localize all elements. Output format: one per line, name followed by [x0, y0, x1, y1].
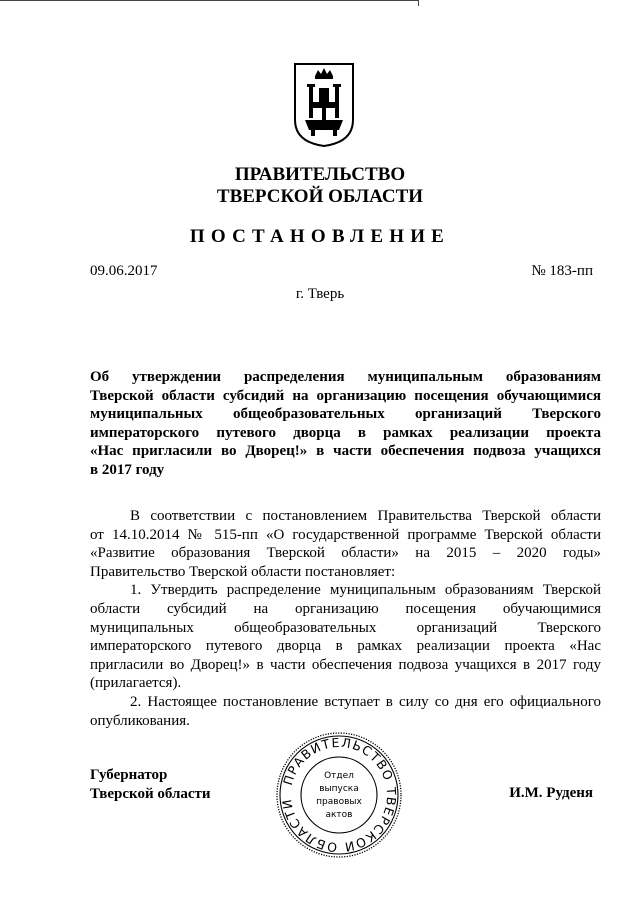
stamp-inner-line: выпуска — [319, 784, 359, 794]
body-line: 1. Утвердить распределение муниципальным образованиям Тверской — [130, 582, 601, 599]
body-line: муниципальных общеобразовательных организаций Тверского — [90, 619, 601, 636]
title-line: императорского путевого дворца в рамках реализации проекта — [90, 424, 601, 441]
doc-body — [90, 507, 601, 730]
official-stamp — [274, 730, 404, 860]
top-rule — [0, 0, 418, 1]
doc-date: 09.06.2017 — [90, 263, 158, 279]
body-line: пригласили во Дворец!» в части обеспечения подвоза учащихся в 2017 году — [90, 656, 601, 673]
title-line: муниципальных общеобразовательных организаций Тверского — [90, 406, 601, 423]
stamp-inner-line: Отдел — [324, 771, 354, 781]
title-line: в 2017 году — [90, 461, 165, 478]
body-line: 2. Настоящее постановление вступает в силу со дня его официального — [130, 693, 601, 710]
body-line: опубликования. — [90, 712, 190, 729]
stamp-ring-text: ПРАВИТЕЛЬСТВО ТВЕРСКОЙ ОБЛАСТИ — [278, 734, 400, 856]
title-line: Тверской области субсидий на организацию посещения обучающимися — [90, 387, 601, 404]
doc-type-heading: ПОСТАНОВЛЕНИЕ — [189, 226, 451, 247]
body-line: от 14.10.2014 № 515-пп «О государственной программе Тверской области — [90, 526, 601, 543]
gov-title-line1: ПРАВИТЕЛЬСТВО — [234, 164, 406, 185]
signatory-name: И.М. Руденя — [509, 785, 593, 801]
stamp-inner-line: актов — [325, 810, 353, 820]
body-line: (прилагается). — [90, 675, 182, 692]
body-line: императорского путевого дворца в рамках реализации проекта «Нас — [90, 638, 601, 655]
signatory-position-line1: Губернатор — [90, 767, 168, 783]
title-line: Об утверждении распределения муниципальным образованиям — [90, 369, 601, 385]
signatory-position-line2: Тверской области — [90, 786, 211, 802]
signatory-position — [90, 766, 211, 804]
title-line: «Нас пригласили во Дворец!» в части обеспечения подвоза учащихся — [90, 443, 601, 460]
body-line: области субсидий на организацию посещения обучающимися — [90, 600, 601, 617]
top-rule-tick — [418, 0, 419, 6]
stamp-inner-line: правовых — [316, 797, 362, 807]
body-line: В соответствии с постановлением Правительства Тверской области — [130, 508, 601, 524]
body-line: Правительство Тверской области постановляет: — [90, 563, 396, 580]
tver-coat-of-arms-emblem — [293, 62, 355, 148]
doc-number: № 183-пп — [531, 263, 593, 279]
doc-city: г. Тверь — [295, 286, 345, 302]
gov-title-line2: ТВЕРСКОЙ ОБЛАСТИ — [216, 186, 424, 207]
body-line: «Развитие образования Тверской области» на 2015 – 2020 годы» — [90, 545, 601, 562]
doc-title — [90, 368, 601, 480]
